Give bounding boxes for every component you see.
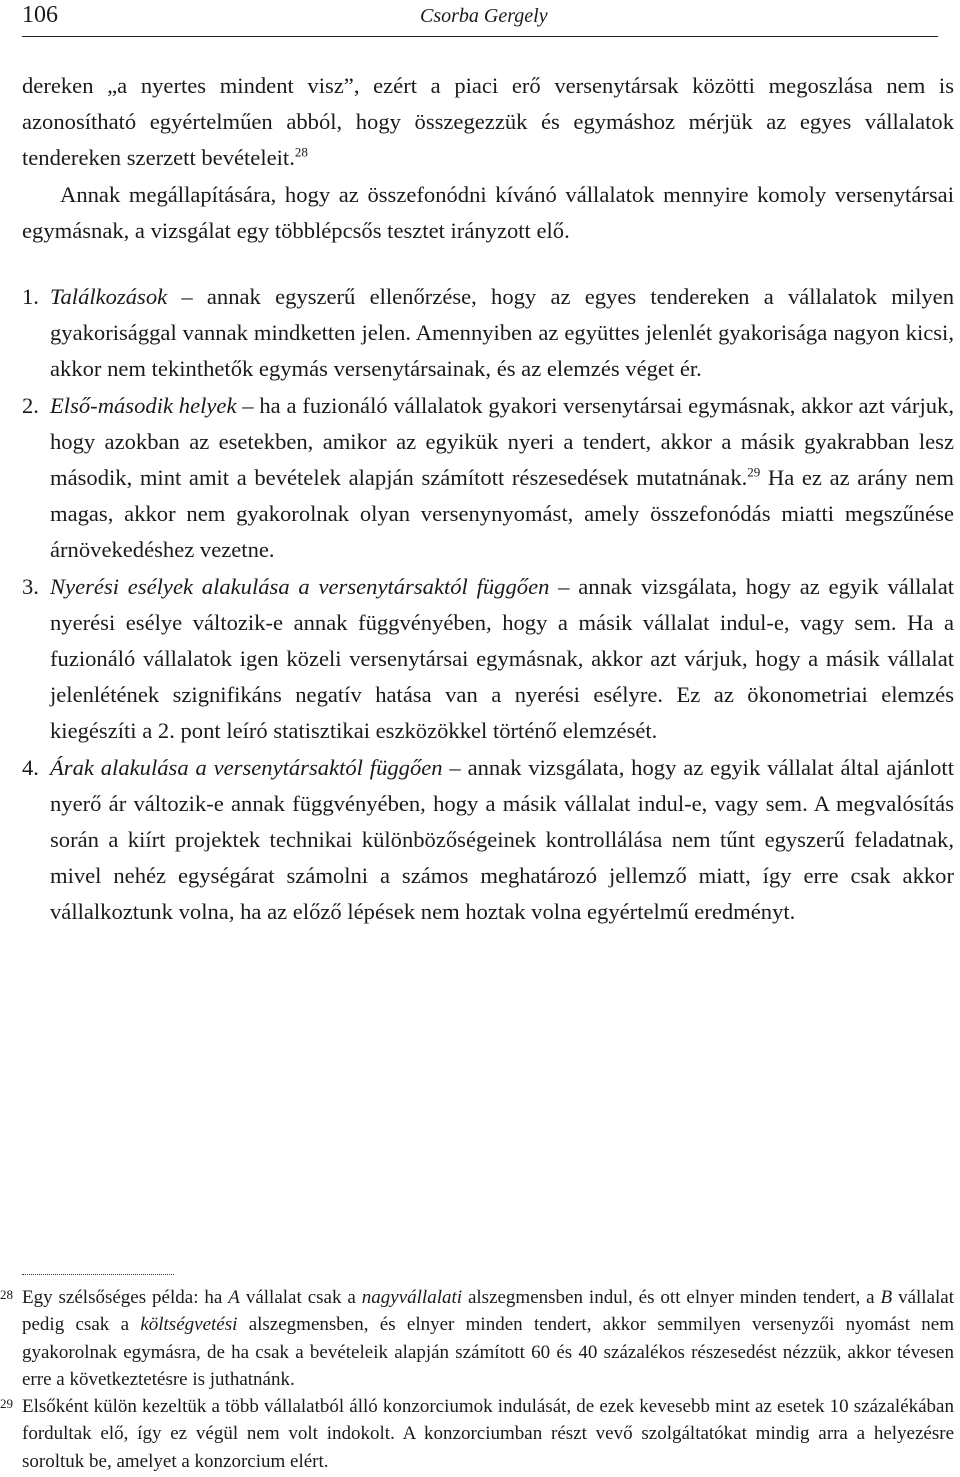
footnote-ref-29: 29 [747, 464, 761, 480]
page-number: 106 [22, 2, 58, 28]
list-item-text-continued: Ha ez az arány nem magas, akkor nem gyakorolnak olyan versenynyomást, amely összefonódás miatti megszűnése árnövekedéshez vezetne. [50, 465, 955, 563]
list-item-text: – annak vizsgálata, hogy az egyik vállalat nyerési esélye változik-e annak függvényében, hogy a másik vállalat indul-e, vagy sem. Ha a fuzionáló vállalatok igen közeli versenytársai egymásnak, akkor azt várjuk, hogy a másik vállalat jelenlétének szignifikáns negatív hatása van a nyerési esélyre. Ez az ökonometriai elemzés kiegészíti a 2. pont leíró statisztikai eszközökkel történő elemzését. [50, 573, 955, 744]
footnote-italic: B [880, 1287, 893, 1308]
footnote-italic: költségvetési [140, 1314, 238, 1336]
footnotes [0, 1284, 955, 1475]
paragraph-1 [22, 68, 954, 177]
list-item-number: 3. [22, 573, 39, 599]
footnote-29 [0, 1393, 954, 1475]
footnote-text: alszegmensben, és elnyer minden tendert, akkor semmilyen versenyzői nyomást nem gyakorolnak egymásra, de ha csak a bevételeik alapján számított 60 és 40 százalékos részesedést nézzük, akkor tévesen erre a következtetésre is juthatnánk. [22, 1314, 954, 1390]
footnote-text: vállalat csak a [239, 1287, 362, 1308]
list-item-2 [22, 388, 954, 569]
list-item-text: – annak egyszerű ellenőrzése, hogy az egyes tendereken a vállalatok milyen gyakorisággal vannak mindketten jelen. Amennyiben az együttes jelenlét gyakorisága nagyon kicsi, akkor nem tekinthetők egymás versenytársainak, és az elemzés véget ér. [50, 284, 954, 382]
footnote-text: Egy szélsőséges példa: ha [22, 1287, 229, 1308]
list-item-number: 1. [22, 284, 39, 310]
paragraph-2: Annak megállapítására, hogy az összefonódni kívánó vállalatok mennyire komoly versenytársai egymásnak, a vizsgálat egy többlépcsős tesztet irányzott elő. [22, 181, 954, 243]
list-item-3 [22, 569, 954, 750]
footnote-number: 28 [0, 1287, 13, 1302]
paragraph-1-text: dereken „a nyertes mindent visz”, ezért a piaci erő versenytársak közötti megoszlása nem is azonosítható egyértelműen abból, hogy összegezzük és egymáshoz mérjük az egyes vállalatok tendereken szerzett bevételeit. [22, 73, 954, 171]
list-item-4 [22, 750, 954, 931]
page-header [22, 0, 938, 37]
footnote-ref-28: 28 [294, 144, 308, 160]
body-text [22, 68, 954, 931]
list-item-text: – ha a fuzionáló vállalatok gyakori versenytársai egymásnak, akkor azt várjuk, hogy azokban az esetekben, amikor az egyikük nyeri a tendert, akkor a másik gyakrabban lesz második, mint amit a bevételek alapján számított részesedések mutatnának. [50, 392, 954, 491]
footnote-text: alszegmensben indul, és ott elnyer minden tendert, a [462, 1287, 881, 1308]
footnote-28 [0, 1284, 955, 1393]
list-item-number: 2. [22, 392, 39, 418]
footnote-italic: A [228, 1287, 240, 1308]
paragraph-gap [22, 249, 954, 279]
list-item-title: Árak alakulása a versenytársaktól függően [50, 754, 443, 780]
list-item-title: Első-második helyek [50, 392, 237, 418]
list-item-title: Nyerési esélyek alakulása a versenytársaktól függően [50, 573, 550, 599]
list-item-number: 4. [22, 754, 39, 780]
running-head: Csorba Gergely [420, 5, 548, 27]
footnote-separator [22, 1274, 174, 1275]
footnote-text: vállalat pedig csak a [22, 1287, 955, 1336]
footnote-italic: nagyvállalati [361, 1287, 463, 1308]
list-item-text: – annak vizsgálata, hogy az egyik vállalat által ajánlott nyerő ár változik-e annak függvényében, hogy a másik vállalat indul-e, vagy sem. A megvalósítás során a kiírt projektek technikai különbözőségeinek kontrollálása nem tűnt egyszerű feladatnak, mivel nehéz egységárat számolni a számos meghatározó jellemző miatt, így erre csak akkor vállalkoztunk volna, ha az előző lépések nem hoztak volna egyértelmű eredményt. [50, 754, 954, 925]
list-item-1 [22, 279, 954, 388]
list-item-title: Találkozások [50, 284, 168, 310]
footnote-number: 29 [0, 1396, 13, 1412]
footnote-text: Elsőként külön kezeltük a több vállalatból álló konzorciumok indulását, de ezek kevesebb mint az esetek 10 százalékában fordultak elő, így ez végül nem volt indokolt. A konzorciumban részt vevő szolgáltatókat mindig arra a helyezésre soroltuk be, amelyet a konzorcium elért. [22, 1396, 954, 1472]
